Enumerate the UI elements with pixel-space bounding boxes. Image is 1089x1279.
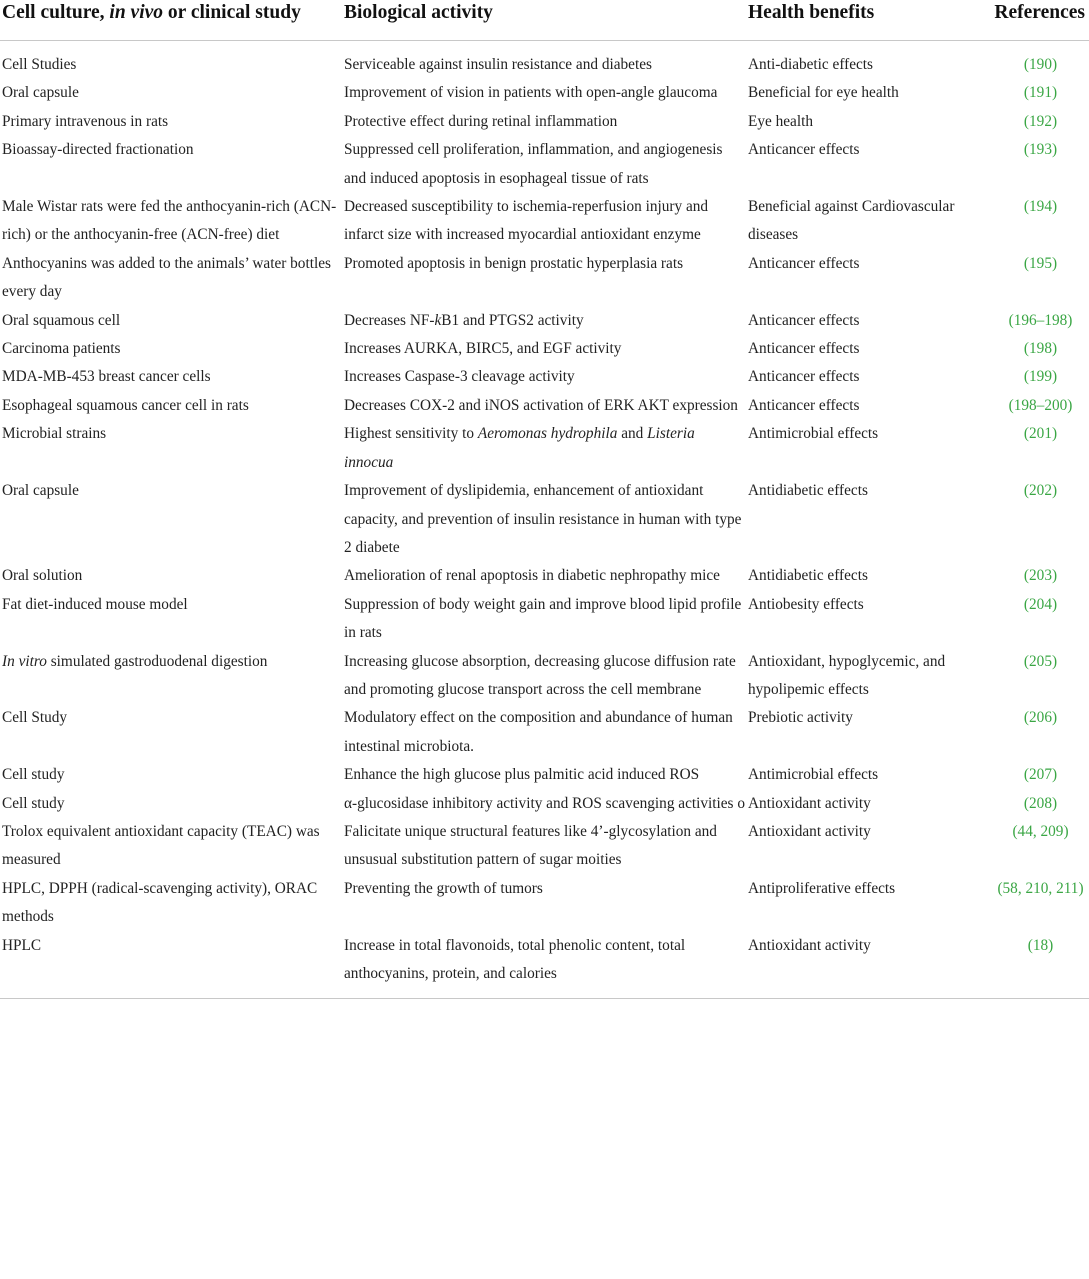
reference-link[interactable]: (194) bbox=[1023, 198, 1058, 216]
activity-cell: Suppression of body weight gain and improve blood lipid profile in rats bbox=[344, 595, 742, 642]
reference-link[interactable]: (201) bbox=[1023, 425, 1058, 443]
reference-link[interactable]: (206) bbox=[1023, 709, 1058, 727]
table-row bbox=[0, 420, 1089, 477]
activity-cell: Suppressed cell proliferation, inflammation, and angiogenesis and induced apoptosis in esophageal tissue of rats bbox=[344, 141, 723, 187]
benefit-cell: Anticancer effects bbox=[748, 311, 860, 329]
benefit-cell: Anticancer effects bbox=[748, 141, 860, 159]
table-row bbox=[0, 477, 1089, 562]
benefit-cell: Antioxidant activity bbox=[748, 822, 871, 840]
activity-cell: Highest sensitivity to Aeromonas hydrophila and Listeria innocua bbox=[344, 425, 695, 471]
benefit-cell: Anticancer effects bbox=[748, 396, 860, 414]
study-cell: Oral squamous cell bbox=[2, 311, 121, 329]
reference-link[interactable]: (18) bbox=[1027, 936, 1054, 954]
table-row bbox=[0, 648, 1089, 705]
table-row bbox=[0, 363, 1089, 391]
table-row bbox=[0, 875, 1089, 932]
table-row bbox=[0, 193, 1089, 250]
activity-cell: Falicitate unique structural features like 4’-glycosylation and unsusual substitution pattern of sugar moities bbox=[344, 822, 717, 869]
study-cell: HPLC bbox=[2, 936, 42, 954]
reference-link[interactable]: (44, 209) bbox=[1012, 822, 1069, 840]
study-cell: Bioassay-directed fractionation bbox=[2, 141, 194, 159]
header-row bbox=[0, 0, 1089, 41]
table-row bbox=[0, 761, 1089, 789]
activity-cell: Amelioration of renal apoptosis in diabetic nephropathy mice bbox=[344, 567, 720, 585]
reference-link[interactable]: (199) bbox=[1023, 368, 1058, 386]
reference-link[interactable]: (208) bbox=[1023, 794, 1058, 812]
activity-cell: Enhance the high glucose plus palmitic acid induced ROS bbox=[344, 766, 700, 784]
study-cell: Cell Studies bbox=[2, 56, 77, 73]
study-cell: Anthocyanins was added to the animals’ water bottles every day bbox=[2, 254, 331, 301]
benefit-cell: Antidiabetic effects bbox=[748, 567, 868, 585]
reference-link[interactable]: (195) bbox=[1023, 254, 1058, 272]
table-row bbox=[0, 392, 1089, 420]
study-cell: In vitro simulated gastroduodenal digestion bbox=[2, 652, 268, 670]
reference-link[interactable]: (58, 210, 211) bbox=[997, 879, 1084, 897]
reference-link[interactable]: (193) bbox=[1023, 141, 1058, 159]
reference-link[interactable]: (196–198) bbox=[1008, 311, 1073, 329]
activity-cell: Modulatory effect on the composition and abundance of human intestinal microbiota. bbox=[344, 709, 733, 755]
study-cell: Carcinoma patients bbox=[2, 340, 121, 358]
benefit-cell: Antioxidant, hypoglycemic, and hypolipemic effects bbox=[748, 652, 946, 698]
benefit-cell: Antimicrobial effects bbox=[748, 766, 879, 784]
benefit-cell: Anti-diabetic effects bbox=[748, 56, 874, 73]
reference-link[interactable]: (198) bbox=[1023, 340, 1058, 358]
table-row bbox=[0, 307, 1089, 335]
study-cell: Cell study bbox=[2, 766, 65, 784]
activity-cell: Improvement of dyslipidemia, enhancement of antioxidant capacity, and prevention of insulin resistance in human with type 2 diabete bbox=[344, 482, 742, 556]
study-cell: Oral capsule bbox=[2, 84, 79, 102]
benefit-cell: Prebiotic activity bbox=[748, 709, 853, 727]
study-cell: MDA-MB-453 breast cancer cells bbox=[2, 368, 211, 386]
benefit-cell: Antimicrobial effects bbox=[748, 425, 879, 443]
activity-cell: Increasing glucose absorption, decreasing glucose diffusion rate and promoting glucose transport across the cell membrane bbox=[344, 652, 736, 698]
benefit-cell: Anticancer effects bbox=[748, 340, 860, 358]
benefit-cell: Anticancer effects bbox=[748, 254, 860, 272]
activity-cell: Decreases COX-2 and iNOS activation of ERK AKT expression bbox=[344, 396, 738, 414]
table-row bbox=[0, 250, 1089, 307]
study-cell: Oral capsule bbox=[2, 482, 79, 500]
table-row bbox=[0, 108, 1089, 136]
reference-link[interactable]: (202) bbox=[1023, 482, 1058, 500]
benefit-cell: Antioxidant activity bbox=[748, 794, 871, 812]
reference-link[interactable]: (203) bbox=[1023, 567, 1058, 585]
study-cell: Esophageal squamous cancer cell in rats bbox=[2, 396, 249, 414]
activity-cell: Increases Caspase-3 cleavage activity bbox=[344, 368, 575, 386]
table-header bbox=[0, 0, 1089, 41]
table-row bbox=[0, 704, 1089, 761]
header-benefits: Health benefits bbox=[748, 2, 875, 23]
benefit-cell: Antidiabetic effects bbox=[748, 482, 868, 500]
study-cell: Male Wistar rats were fed the anthocyanin-rich (ACN-rich) or the anthocyanin-free (ACN-free) diet bbox=[2, 198, 337, 244]
table-body bbox=[0, 41, 1089, 999]
table-row bbox=[0, 562, 1089, 590]
benefit-cell: Antioxidant activity bbox=[748, 936, 871, 954]
reference-link[interactable]: (207) bbox=[1023, 766, 1058, 784]
benefit-cell: Eye health bbox=[748, 112, 813, 130]
reference-link[interactable]: (192) bbox=[1023, 112, 1058, 130]
table-row bbox=[0, 790, 1089, 818]
reference-link[interactable]: (198–200) bbox=[1008, 396, 1073, 414]
reference-link[interactable]: (191) bbox=[1023, 84, 1058, 102]
table-row bbox=[0, 79, 1089, 107]
header-study: Cell culture, in vivo or clinical study bbox=[2, 2, 301, 23]
activity-cell: Promoted apoptosis in benign prostatic hyperplasia rats bbox=[344, 254, 684, 272]
benefit-cell: Beneficial against Cardiovascular diseases bbox=[748, 198, 955, 244]
activity-cell: Serviceable against insulin resistance and diabetes bbox=[344, 56, 652, 73]
table-row bbox=[0, 41, 1089, 80]
study-cell: Oral solution bbox=[2, 567, 83, 585]
study-cell: Cell study bbox=[2, 794, 65, 812]
benefit-cell: Beneficial for eye health bbox=[748, 84, 899, 102]
reference-link[interactable]: (190) bbox=[1023, 56, 1058, 73]
table-row bbox=[0, 335, 1089, 363]
benefit-cell: Antiobesity effects bbox=[748, 595, 864, 613]
reference-link[interactable]: (205) bbox=[1023, 652, 1058, 670]
activity-cell: α-glucosidase inhibitory activity and ROS scavenging activities o bbox=[344, 794, 745, 812]
study-cell: Cell Study bbox=[2, 709, 68, 727]
table-row bbox=[0, 932, 1089, 999]
activity-cell: Decreased susceptibility to ischemia-reperfusion injury and infarct size with increased myocardial antioxidant enzyme bbox=[344, 198, 709, 244]
activity-cell: Improvement of vision in patients with open-angle glaucoma bbox=[344, 84, 718, 102]
study-cell: HPLC, DPPH (radical-scavenging activity), ORAC methods bbox=[2, 879, 318, 926]
study-cell: Fat diet-induced mouse model bbox=[2, 595, 188, 613]
benefit-cell: Antiproliferative effects bbox=[748, 879, 896, 897]
activity-cell: Decreases NF-kB1 and PTGS2 activity bbox=[344, 311, 584, 329]
activity-cell: Increase in total flavonoids, total phenolic content, total anthocyanins, protein, and calories bbox=[344, 936, 686, 982]
reference-link[interactable]: (204) bbox=[1023, 595, 1058, 613]
header-activity: Biological activity bbox=[344, 2, 493, 23]
table-row bbox=[0, 591, 1089, 648]
table-row bbox=[0, 136, 1089, 193]
activity-cell: Protective effect during retinal inflammation bbox=[344, 112, 618, 130]
activity-cell: Preventing the growth of tumors bbox=[344, 879, 543, 897]
study-cell: Trolox equivalent antioxidant capacity (TEAC) was measured bbox=[2, 822, 320, 869]
header-references: References bbox=[994, 2, 1085, 23]
table-row bbox=[0, 818, 1089, 875]
benefit-cell: Anticancer effects bbox=[748, 368, 860, 386]
activity-cell: Increases AURKA, BIRC5, and EGF activity bbox=[344, 340, 622, 358]
study-cell: Microbial strains bbox=[2, 425, 107, 443]
study-cell: Primary intravenous in rats bbox=[2, 112, 169, 130]
